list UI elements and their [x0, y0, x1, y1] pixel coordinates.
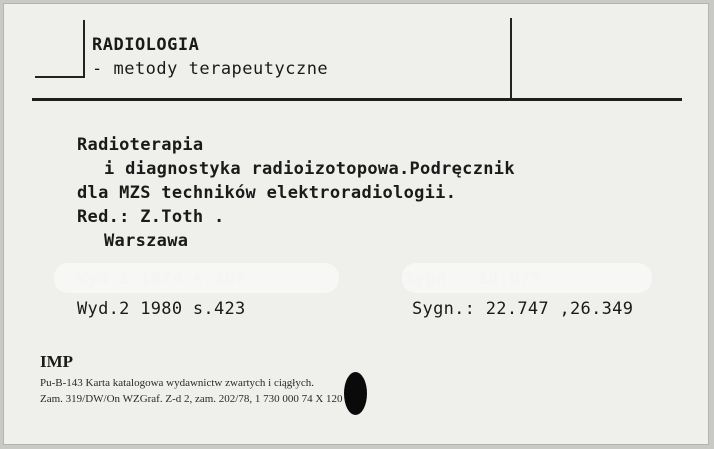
footer-line-1: Pu-B-143 Karta katalogowa wydawnictw zwartych i ciągłych. [40, 377, 314, 389]
imprint-mark: IMP [40, 352, 74, 371]
entry-line-2: i diagnostyka radioizotopowa.Podręcznik [104, 159, 515, 179]
header-rule [32, 98, 682, 101]
call-number: Sygn.: 22.747 ,26.349 [412, 299, 634, 319]
correction-tape-right [402, 263, 652, 293]
entry-line-4: Red.: Z.Toth . [77, 207, 225, 227]
catalog-card [3, 3, 709, 445]
card-punch-hole [344, 372, 367, 415]
entry-line-5: Warszawa [104, 231, 189, 251]
header-divider [510, 18, 512, 98]
header-bracket-line [35, 20, 85, 78]
subject-heading: RADIOLOGIA [92, 35, 200, 55]
edition-info: Wyd.2 1980 s.423 [77, 299, 246, 319]
correction-tape-left [54, 263, 339, 293]
footer-line-2: Zam. 319/DW/On WZGraf. Z-d 2, zam. 202/78, 1 730 000 74 X 120 [40, 393, 343, 405]
entry-line-3: dla MZS techników elektroradiologii. [77, 183, 457, 203]
entry-line-1: Radioterapia [77, 135, 204, 155]
subject-subheading: - metody terapeutyczne [92, 59, 329, 79]
